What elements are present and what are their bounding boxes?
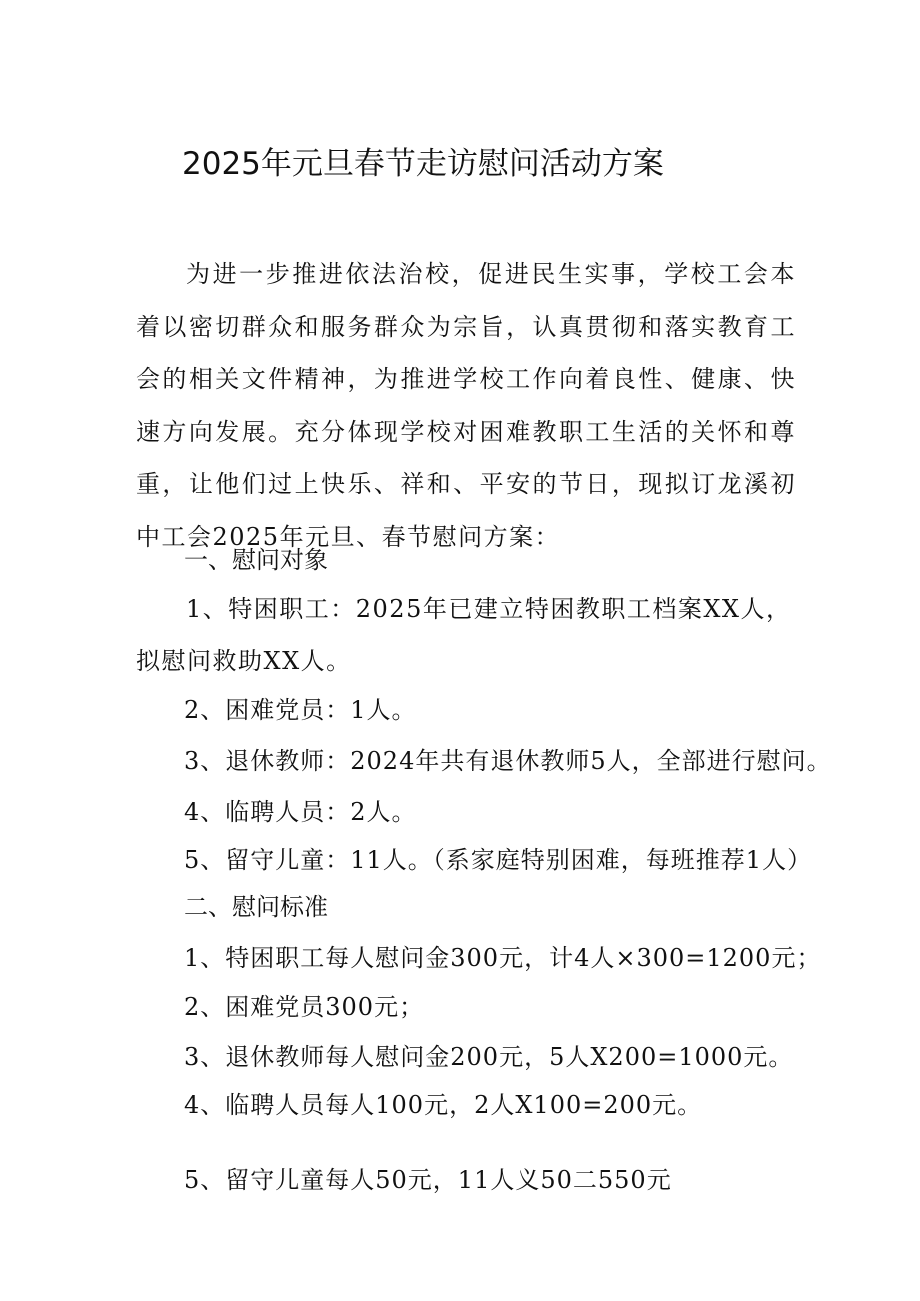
list-item: 2、困难党员300元； <box>184 993 425 1021</box>
list-item: 5、留守儿童：11人。（系家庭特别困难，每班推荐1人） <box>184 846 813 874</box>
document-title: 2025年元旦春节走访慰问活动方案 <box>182 146 664 182</box>
list-item: 5、留守儿童每人50元，11人义50二550元 <box>184 1166 672 1194</box>
list-item: 1、特困职工：2025年已建立特困教职工档案XX人，拟慰问救助XX人。 <box>136 595 792 675</box>
section-heading-standards: 二、慰问标准 <box>184 893 328 921</box>
list-item: 4、临聘人员每人100元，2人X100=200元。 <box>184 1091 703 1119</box>
list-item: 3、退休教师：2024年共有退休教师5人，全部进行慰问。 <box>184 747 832 775</box>
list-item: 1、特困职工每人慰问金300元，计4人×300=1200元； <box>184 944 822 972</box>
list-item: 2、困难党员：1人。 <box>184 696 417 724</box>
section-heading-recipients: 一、慰问对象 <box>184 546 328 574</box>
intro-paragraph: 为进一步推进依法治校，促进民生实事，学校工会本着以密切群众和服务群众为宗旨，认真贯彻和落实教育工会的相关文件精神，为推进学校工作向着良性、健康、快速方向发展。充分体现学校对困难教职工生活的关怀和尊重，让他们过上快乐、祥和、平安的节日，现拟订龙溪初中工会2025年元旦、春节慰问方案： <box>136 260 796 551</box>
list-item: 4、临聘人员：2人。 <box>184 798 417 826</box>
list-item: 3、退休教师每人慰问金200元，5人X200=1000元。 <box>184 1043 794 1071</box>
